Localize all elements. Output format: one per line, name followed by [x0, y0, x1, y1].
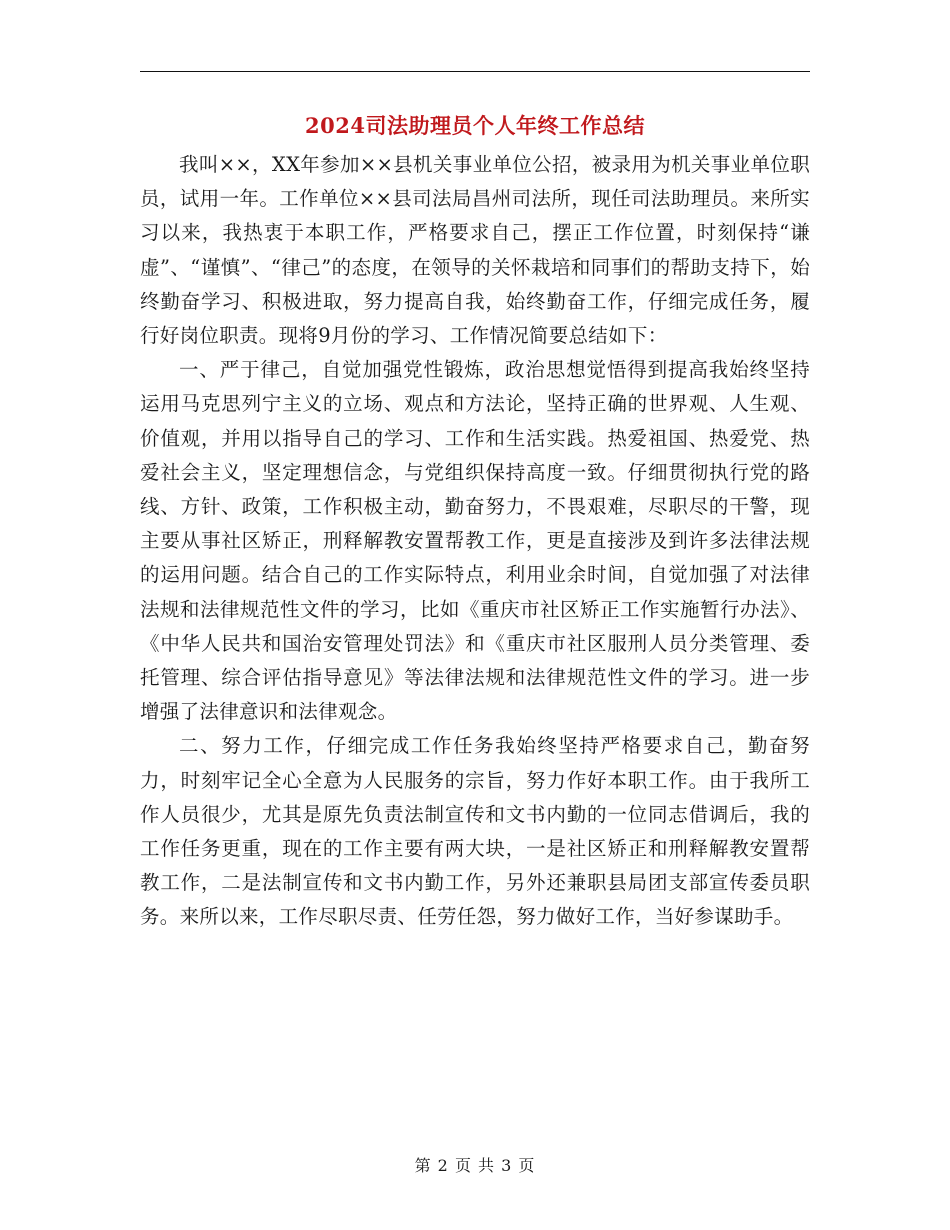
- paragraph-section-one: 一、严于律己，自觉加强党性锻炼，政治思想觉悟得到提高我始终坚持运用马克思列宁主义的立场、观点和方法论，坚持正确的世界观、人生观、价值观，并用以指导自己的学习、工作和生活实践。热爱祖国、热爱党、热爱社会主义，坚定理想信念，与党组织保持高度一致。仔细贯彻执行党的路线、方针、政策，工作积极主动，勤奋努力，不畏艰难，尽职尽的干警，现主要从事社区矫正，刑释解教安置帮教工作，更是直接涉及到许多法律法规的运用问题。结合自己的工作实际特点，利用业余时间，自觉加强了对法律法规和法律规范性文件的学习，比如《重庆市社区矫正工作实施暂行办法》、《中华人民共和国治安管理处罚法》和《重庆市社区服刑人员分类管理、委托管理、综合评估指导意见》等法律法规和法律规范性文件的学习。进一步增强了法律意识和法律观念。: [140, 358, 810, 724]
- page-number-footer: 第 2 页 共 3 页: [414, 1156, 536, 1175]
- document-body: [140, 148, 810, 935]
- paragraph-intro: 我叫××，XX年参加××县机关事业单位公招，被录用为机关事业单位职员，试用一年。工作单位××县司法局昌州司法所，现任司法助理员。来所实习以来，我热衷于本职工作，严格要求自己，摆正工作位置，时刻保持“谦虚”、“谨慎”、“律己”的态度，在领导的关怀栽培和同事们的帮助支持下，始终勤奋学习、积极进取，努力提高自我，始终勤奋工作，仔细完成任务，履行好岗位职责。现将9月份的学习、工作情况简要总结如下：: [140, 153, 810, 348]
- header-rule: [140, 71, 810, 72]
- paragraph-section-two: 二、努力工作，仔细完成工作任务我始终坚持严格要求自己，勤奋努力，时刻牢记全心全意为人民服务的宗旨，努力作好本职工作。由于我所工作人员很少，尤其是原先负责法制宣传和文书内勤的一位同志借调后，我的工作任务更重，现在的工作主要有两大块，一是社区矫正和刑释解教安置帮教工作，二是法制宣传和文书内勤工作，另外还兼职县局团支部宣传委员职务。来所以来，工作尽职尽责、任劳任怨，努力做好工作，当好参谋助手。: [140, 734, 810, 929]
- document-title: 2024司法助理员个人年终工作总结: [305, 113, 645, 138]
